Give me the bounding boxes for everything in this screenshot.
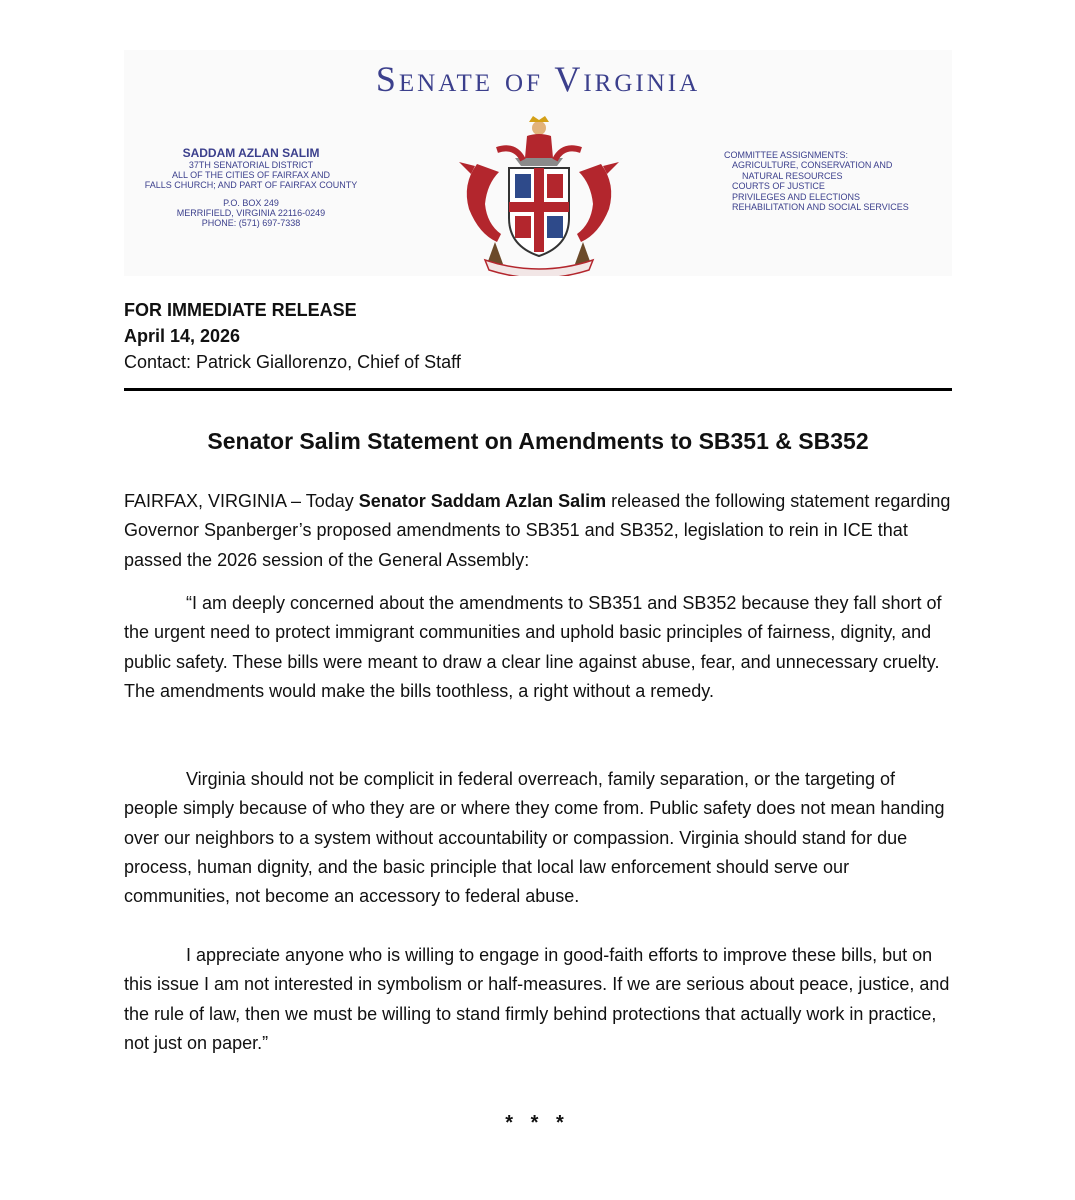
- senator-po-box: P.O. BOX 249: [223, 198, 279, 208]
- senator-phone: PHONE: (571) 697-7338: [201, 218, 301, 228]
- committee-item: NATURAL RESOURCES: [742, 170, 843, 181]
- letterhead: [124, 50, 952, 276]
- quote-paragraph-1: “I am deeply concerned about the amendments to SB351 and SB352 because they fall short of the urgent need to protect immigrant communities and uphold basic principles of fairness, dignity, and public safety. These bills were meant to draw a clear line against abuse, fear, and unnecessary cruelty. The amendments would make the bills toothless, a right without a remedy.: [124, 593, 942, 701]
- intro-paragraph: [124, 487, 952, 575]
- headline: Senator Salim Statement on Amendments to SB351 & SB352: [207, 428, 869, 454]
- quote-paragraph-2: Virginia should not be complicit in federal overreach, family separation, or the targeting of people simply because of who they are or where they come from. Public safety does not mean handing over our neighbors to a system without accountability or compassion. Virginia should stand for due process, human dignity, and the basic principle that local law enforcement should serve our communities, not become an accessory to federal abuse.: [124, 769, 945, 907]
- committee-item: COURTS OF JUSTICE: [732, 181, 825, 192]
- senator-info: [124, 146, 378, 228]
- committee-item: REHABILITATION AND SOCIAL SERVICES: [732, 202, 909, 213]
- committee-item: PRIVILEGES AND ELECTIONS: [732, 191, 861, 202]
- committee-item: AGRICULTURE, CONSERVATION AND: [732, 160, 893, 171]
- committee-heading: COMMITTEE ASSIGNMENTS:: [724, 150, 849, 160]
- release-label: FOR IMMEDIATE RELEASE: [124, 300, 357, 320]
- quote-paragraph-3: I appreciate anyone who is willing to engage in good-faith efforts to improve these bills, but on this issue I am not interested in symbolism or half-measures. If we are serious about peace, justice, and the rule of law, then we must be willing to stand firmly behind protections that actually work in practice, not just on paper.”: [124, 945, 950, 1053]
- intro-suffix: released the following statement regarding Governor Spanberger’s proposed amendments to SB351 and SB352, legislation to rein in ICE that passed the 2026 session of the General Assembly:: [124, 491, 951, 570]
- release-contact: Contact: Patrick Giallorenzo, Chief of Staff: [124, 352, 461, 372]
- end-mark: * * *: [505, 1112, 570, 1134]
- coat-of-arms-icon: [457, 114, 621, 276]
- senate-title: Senate of Virginia: [375, 59, 701, 99]
- divider: [124, 388, 952, 391]
- senator-name: SADDAM AZLAN SALIM: [182, 146, 320, 160]
- senator-area-line1: ALL OF THE CITIES OF FAIRFAX AND: [171, 170, 331, 180]
- senator-city: MERRIFIELD, VIRGINIA 22116-0249: [176, 208, 326, 218]
- release-info: [124, 297, 461, 375]
- intro-prefix: FAIRFAX, VIRGINIA – Today: [124, 491, 359, 511]
- senator-area-line2: FALLS CHURCH; AND PART OF FAIRFAX COUNTY: [144, 180, 358, 190]
- release-date: April 14, 2026: [124, 326, 241, 346]
- senator-district: 37TH SENATORIAL DISTRICT: [188, 160, 314, 170]
- senator-name-inline: Senator Saddam Azlan Salim: [358, 491, 607, 511]
- committee-assignments: [724, 150, 954, 212]
